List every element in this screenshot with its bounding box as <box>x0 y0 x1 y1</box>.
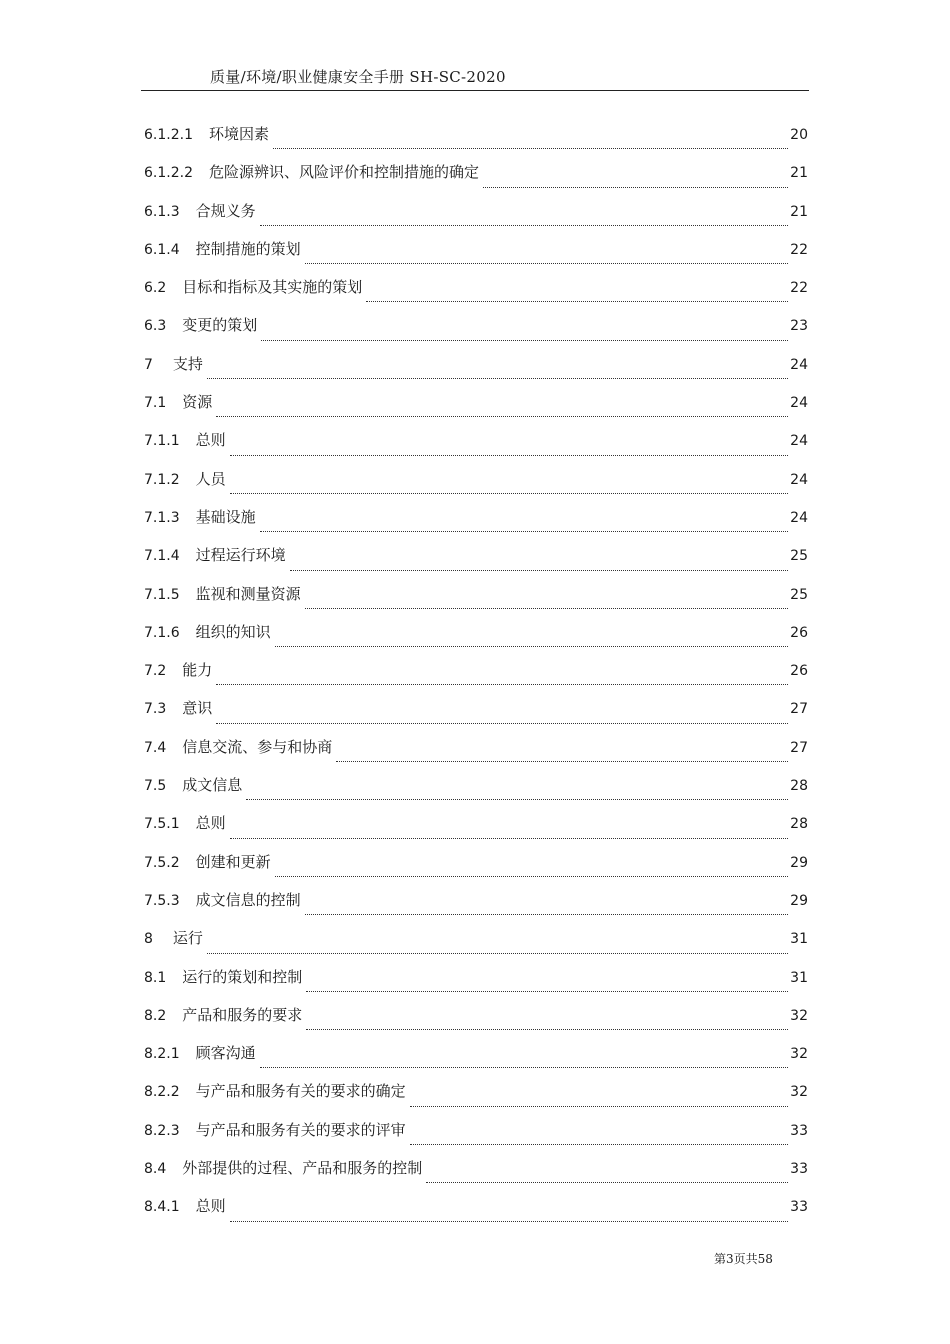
page-footer-number: 第3页共58 <box>714 1252 773 1266</box>
toc-entry-number: 7.1.5 <box>144 586 180 603</box>
document-header-title: 质量/环境/职业健康安全手册 SH-SC-2020 <box>210 68 506 86</box>
toc-entry[interactable] <box>144 766 808 804</box>
toc-entry-page: 24 <box>790 356 808 373</box>
toc-entry-number: 7.3 <box>144 701 167 718</box>
toc-entry-page: 32 <box>790 1007 808 1024</box>
toc-entry-number: 8.2.3 <box>144 1122 180 1139</box>
toc-entry-title: 危险源辨识、风险评价和控制措施的确定 <box>208 163 479 182</box>
toc-entry-page: 21 <box>790 203 808 220</box>
toc-entry-number: 7.1.4 <box>144 548 180 565</box>
toc-entry[interactable] <box>144 306 808 344</box>
toc-entry-title: 顾客沟通 <box>195 1044 256 1063</box>
toc-dot-leader <box>216 723 788 724</box>
toc-entry-title: 资源 <box>182 393 213 412</box>
toc-entry-number: 6.1.4 <box>144 241 180 258</box>
toc-dot-leader <box>336 761 788 762</box>
toc-entry-title: 变更的策划 <box>182 316 258 335</box>
toc-dot-leader <box>410 1144 789 1145</box>
toc-dot-leader <box>305 608 789 609</box>
toc-entry-title: 总则 <box>195 431 226 450</box>
toc-entry[interactable] <box>144 421 808 459</box>
toc-entry-page: 25 <box>790 548 808 565</box>
toc-dot-leader <box>207 378 788 379</box>
toc-dot-leader <box>483 187 788 188</box>
toc-entry[interactable] <box>144 1111 808 1149</box>
toc-entry[interactable] <box>144 498 808 536</box>
toc-entry[interactable] <box>144 1072 808 1110</box>
toc-entry-page: 26 <box>790 624 808 641</box>
toc-entry[interactable] <box>144 651 808 689</box>
toc-entry-page: 33 <box>790 1199 808 1216</box>
toc-entry-page: 24 <box>790 471 808 488</box>
toc-entry-number: 8.2.1 <box>144 1046 180 1063</box>
toc-entry-page: 32 <box>790 1084 808 1101</box>
toc-entry-title: 支持 <box>172 354 203 373</box>
toc-entry-page: 20 <box>790 127 808 143</box>
toc-entry-page: 23 <box>790 318 808 335</box>
toc-entry-page: 33 <box>790 1122 808 1139</box>
toc-dot-leader <box>230 1221 789 1222</box>
toc-entry-title: 信息交流、参与和协商 <box>182 737 333 756</box>
toc-entry[interactable] <box>144 230 808 268</box>
toc-dot-leader <box>275 646 789 647</box>
toc-entry-page: 27 <box>790 701 808 718</box>
toc-entry-title: 能力 <box>182 661 213 680</box>
toc-entry-page: 22 <box>790 280 808 297</box>
toc-dot-leader <box>426 1182 788 1183</box>
toc-entry-number: 8.2.2 <box>144 1084 180 1101</box>
toc-entry-title: 与产品和服务有关的要求的评审 <box>195 1120 406 1139</box>
toc-entry-number: 7 <box>144 356 153 373</box>
toc-entry[interactable] <box>144 1034 808 1072</box>
toc-dot-leader <box>207 953 788 954</box>
toc-entry-title: 过程运行环境 <box>195 546 286 565</box>
toc-entry-page: 31 <box>790 931 808 948</box>
toc-entry-number: 6.1.3 <box>144 203 180 220</box>
toc-entry-page: 31 <box>790 969 808 986</box>
toc-entry-title: 意识 <box>182 699 213 718</box>
toc-entry[interactable] <box>144 996 808 1034</box>
toc-dot-leader <box>230 455 789 456</box>
toc-entry-page: 26 <box>790 663 808 680</box>
toc-entry-page: 29 <box>790 892 808 909</box>
toc-entry-number: 8.4 <box>144 1161 167 1178</box>
toc-entry-page: 32 <box>790 1046 808 1063</box>
toc-entry[interactable] <box>144 575 808 613</box>
toc-entry-number: 7.1 <box>144 395 167 412</box>
toc-dot-leader <box>261 340 788 341</box>
toc-dot-leader <box>306 991 788 992</box>
toc-entry-title: 总则 <box>195 814 226 833</box>
toc-dot-leader <box>230 838 789 839</box>
toc-entry-title: 监视和测量资源 <box>195 584 301 603</box>
toc-dot-leader <box>273 148 788 149</box>
toc-entry-page: 29 <box>790 854 808 871</box>
toc-entry[interactable] <box>144 843 808 881</box>
toc-entry-title: 组织的知识 <box>195 622 271 641</box>
toc-entry-page: 22 <box>790 241 808 258</box>
toc-dot-leader <box>306 1029 788 1030</box>
toc-entry-title: 运行的策划和控制 <box>182 967 303 986</box>
toc-dot-leader <box>366 301 788 302</box>
toc-entry[interactable] <box>144 919 808 957</box>
toc-entry-title: 产品和服务的要求 <box>182 1005 303 1024</box>
toc-entry-number: 7.5.3 <box>144 892 180 909</box>
toc-entry-number: 7.1.3 <box>144 509 180 526</box>
toc-dot-leader <box>290 570 789 571</box>
toc-entry-title: 基础设施 <box>195 507 256 526</box>
toc-dot-leader <box>305 914 789 915</box>
toc-entry[interactable] <box>144 881 808 919</box>
toc-dot-leader <box>260 1067 789 1068</box>
toc-entry-page: 33 <box>790 1161 808 1178</box>
toc-entry-number: 7.2 <box>144 663 167 680</box>
toc-entry-title: 成文信息 <box>182 776 243 795</box>
toc-entry[interactable] <box>144 536 808 574</box>
toc-dot-leader <box>260 531 789 532</box>
toc-entry-title: 目标和指标及其实施的策划 <box>182 278 363 297</box>
toc-entry-number: 8.2 <box>144 1007 167 1024</box>
toc-entry-number: 6.1.2.2 <box>144 165 193 182</box>
toc-entry-title: 与产品和服务有关的要求的确定 <box>195 1082 406 1101</box>
toc-entry-number: 8.1 <box>144 969 167 986</box>
toc-dot-leader <box>410 1106 789 1107</box>
toc-entry[interactable] <box>144 268 808 306</box>
toc-entry-page: 24 <box>790 395 808 412</box>
table-of-contents <box>144 115 808 1226</box>
toc-entry[interactable] <box>144 958 808 996</box>
toc-entry-title: 总则 <box>195 1197 226 1216</box>
toc-dot-leader <box>275 876 789 877</box>
toc-entry[interactable] <box>144 192 808 230</box>
toc-entry[interactable] <box>144 153 808 191</box>
toc-dot-leader <box>305 263 789 264</box>
toc-entry-title: 成文信息的控制 <box>195 890 301 909</box>
toc-entry-number: 7.5.1 <box>144 816 180 833</box>
toc-entry-number: 6.3 <box>144 318 167 335</box>
toc-entry[interactable] <box>144 804 808 842</box>
toc-entry-number: 6.2 <box>144 280 167 297</box>
toc-dot-leader <box>216 684 788 685</box>
toc-dot-leader <box>216 416 788 417</box>
toc-entry-page: 28 <box>790 816 808 833</box>
toc-entry-number: 7.1.1 <box>144 433 180 450</box>
toc-dot-leader <box>260 225 789 226</box>
toc-entry-title: 人员 <box>195 469 226 488</box>
toc-entry-title: 外部提供的过程、产品和服务的控制 <box>182 1159 423 1178</box>
toc-entry[interactable] <box>144 345 808 383</box>
toc-entry-number: 7.5.2 <box>144 854 180 871</box>
toc-entry[interactable] <box>144 1149 808 1187</box>
toc-entry-number: 6.1.2.1 <box>144 127 193 143</box>
toc-entry-page: 25 <box>790 586 808 603</box>
toc-entry[interactable] <box>144 460 808 498</box>
toc-entry[interactable] <box>144 1187 808 1225</box>
toc-dot-leader <box>246 799 788 800</box>
toc-entry-number: 8.4.1 <box>144 1199 180 1216</box>
header-divider <box>141 90 809 91</box>
toc-entry-number: 7.1.6 <box>144 624 180 641</box>
toc-entry[interactable] <box>144 689 808 727</box>
toc-entry-title: 环境因素 <box>208 125 269 143</box>
toc-entry-page: 27 <box>790 739 808 756</box>
toc-entry-title: 控制措施的策划 <box>195 239 301 258</box>
toc-entry-number: 7.4 <box>144 739 167 756</box>
toc-entry[interactable] <box>144 115 808 153</box>
toc-entry[interactable] <box>144 728 808 766</box>
toc-entry-page: 24 <box>790 433 808 450</box>
toc-entry-title: 创建和更新 <box>195 852 271 871</box>
toc-entry-number: 7.1.2 <box>144 471 180 488</box>
toc-entry-title: 运行 <box>172 929 203 948</box>
toc-entry[interactable] <box>144 613 808 651</box>
toc-entry-number: 8 <box>144 931 153 948</box>
toc-entry-page: 21 <box>790 165 808 182</box>
toc-dot-leader <box>230 493 789 494</box>
toc-entry-page: 28 <box>790 778 808 795</box>
toc-entry-title: 合规义务 <box>195 201 256 220</box>
toc-entry-page: 24 <box>790 509 808 526</box>
toc-entry[interactable] <box>144 383 808 421</box>
toc-entry-number: 7.5 <box>144 778 167 795</box>
